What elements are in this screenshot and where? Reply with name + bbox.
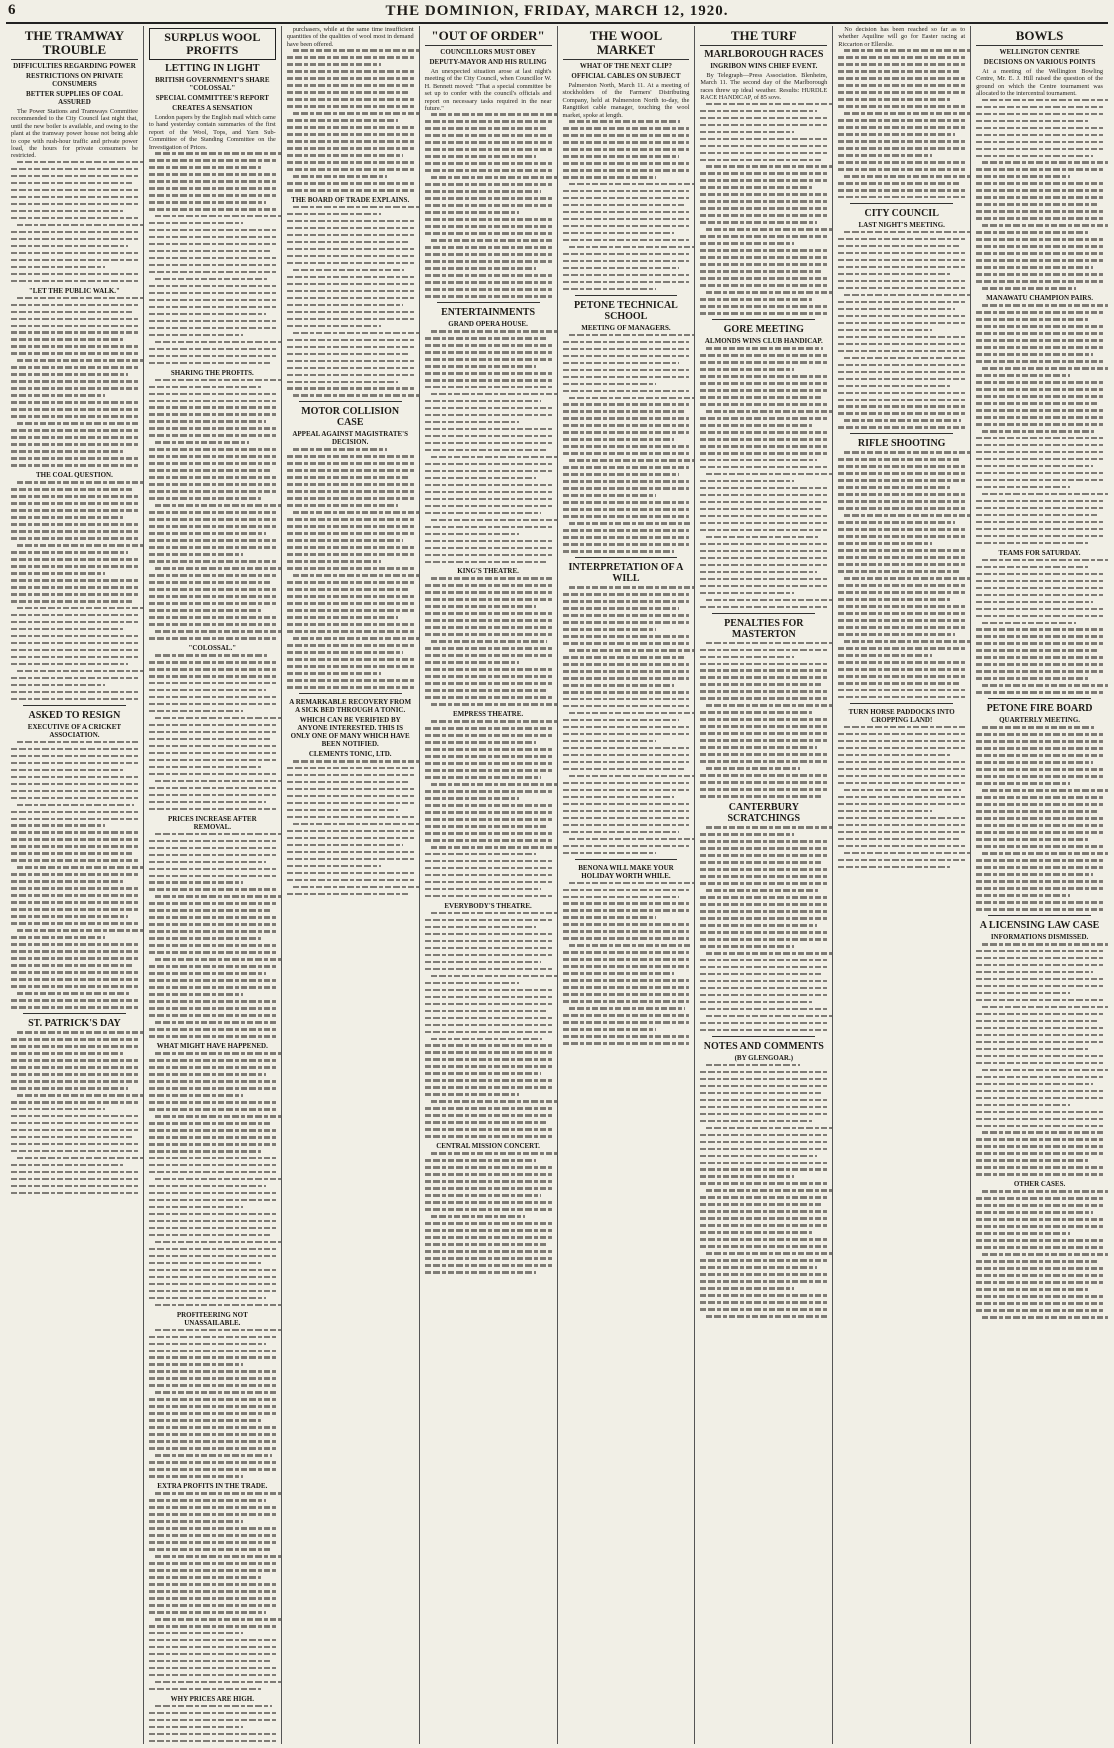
article-paragraph: London papers by the English mail which came to hand yesterday contain summaries of the first report of the Wool, Tops, and Yarn Sub-Committee of the Standing Committee on the Investigation of Prices.	[148, 114, 276, 151]
subhead: INGRIBON WINS CHIEF EVENT.	[710, 62, 818, 70]
article-body	[149, 654, 276, 810]
headline-motor-collision-case: MOTOR COLLISION CASE	[301, 406, 400, 429]
divider	[712, 1036, 815, 1037]
newspaper-title: THE DOMINION, FRIDAY, MARCH 12, 1920.	[385, 3, 729, 19]
article-body	[700, 347, 827, 608]
divider	[988, 915, 1091, 916]
section-subhead: MANAWATU CHAMPION PAIRS.	[986, 294, 1093, 303]
article-body	[976, 99, 1103, 290]
article-body	[976, 726, 1103, 910]
divider	[850, 203, 953, 204]
article-body	[11, 297, 138, 467]
article-body	[149, 833, 276, 1038]
section-subhead: "COLOSSAL."	[188, 643, 237, 652]
page-number: 6	[8, 2, 16, 18]
article-body	[976, 1190, 1103, 1318]
article-paragraph: An unexpected situation arose at last night's meeting of the City Council, when Councillor W. H. Bennett moved: "That a special committee be set up to confer with the council's officials and report on necessary tasks required in the near future."	[424, 68, 552, 113]
article-body	[425, 577, 552, 705]
article-paragraph: The Power Stations and Tramways Committee recommended to the City Council last night that, until the new boiler is available, and owing to the plant at the tramway power house not being able to cope with rush-hour traffic and private power load, the hours for private consumers be restricted.	[11, 108, 138, 160]
column-7	[833, 26, 971, 1744]
masthead	[6, 2, 1108, 24]
divider	[23, 1013, 126, 1014]
headline-petone-technical-school: PETONE TECHNICAL SCHOOL	[574, 299, 678, 322]
section-subhead: PRICES INCREASE AFTER REMOVAL.	[167, 814, 257, 831]
article-body	[425, 330, 552, 563]
article-body	[700, 1064, 827, 1318]
headline-licensing-law-case: A LICENSING LAW CASE	[979, 919, 1100, 931]
article-body	[149, 152, 276, 364]
article-body	[563, 120, 690, 290]
subhead: COUNCILLORS MUST OBEY	[440, 48, 536, 56]
subhead: OFFICIAL CABLES ON SUBJECT	[571, 72, 681, 80]
article-body	[11, 741, 138, 1009]
article-body	[563, 334, 690, 553]
article-body	[149, 379, 276, 640]
advert-heading: BENONA WILL MAKE YOUR HOLIDAY WORTH WHILE.	[578, 863, 674, 880]
article-paragraph: No decision has been reached so far as to whether Aquiline will go for Easter racing at Riccarton or Ellerslie.	[838, 26, 966, 48]
article-paragraph: purchasers, while at the same time insufficient quantities of the qualities of wool most in demand have been offered.	[286, 26, 414, 48]
article-body	[287, 49, 414, 191]
divider	[988, 698, 1091, 699]
section-subhead: CENTRAL MISSION CONCERT.	[436, 1142, 540, 1151]
article-body	[425, 113, 552, 297]
article-body	[287, 448, 414, 688]
section-subhead: TEAMS FOR SATURDAY.	[998, 548, 1081, 557]
column-4	[420, 26, 558, 1744]
headline-rifle-shooting: RIFLE SHOOTING	[857, 438, 946, 450]
subhead: BETTER SUPPLIES OF COAL ASSURED	[26, 90, 123, 106]
column-1	[6, 26, 144, 1744]
divider	[437, 302, 540, 303]
article-body	[11, 481, 138, 700]
headline-out-of-order: "OUT OF ORDER"	[425, 29, 552, 46]
headline-entertainments: ENTERTAINMENTS	[441, 307, 536, 319]
article-body	[838, 231, 965, 429]
divider	[575, 295, 678, 296]
headline-petone-fire-board: PETONE FIRE BOARD	[986, 703, 1093, 715]
divider	[575, 859, 678, 860]
section-subhead: EMPRESS THEATRE.	[452, 710, 524, 719]
article-body	[563, 882, 690, 1045]
divider	[712, 613, 815, 614]
headline-wool-market: THE WOOL MARKET	[563, 29, 690, 60]
article-body	[287, 760, 414, 895]
section-subhead: THE COAL QUESTION.	[36, 471, 113, 480]
article-body	[838, 726, 965, 868]
subhead: DECISIONS ON VARIOUS POINTS	[983, 58, 1096, 66]
byline: (BY GLENGOAR.)	[734, 1053, 794, 1062]
headline-penalties-for-masterton: PENALTIES FOR MASTERTON	[724, 617, 804, 640]
divider	[850, 433, 953, 434]
divider	[23, 705, 126, 706]
column-2	[144, 26, 282, 1744]
headline-letting-in-light: LETTING IN LIGHT	[165, 63, 260, 74]
headline-canterbury-scratchings: CANTERBURY SCRATCHINGS	[727, 802, 801, 825]
article-body	[149, 1052, 276, 1306]
section-subhead: EVERYBODY'S THEATRE.	[444, 901, 532, 910]
column-8	[971, 26, 1108, 1744]
divider	[299, 693, 402, 694]
article-paragraph: Palmerston North, March 11. At a meeting of stockholders of the Farmers' Distributing Company, held at Palmerston North to-day, the Rangitikei cable manager, touching the wool market, spoke at length.	[562, 82, 690, 119]
section-subhead: EXTRA PROFITS IN THE TRADE.	[157, 1482, 268, 1491]
subhead: INFORMATIONS DISMISSED.	[990, 932, 1089, 941]
headline-notes-and-comments: NOTES AND COMMENTS	[703, 1040, 824, 1052]
headline-marlborough-races: MARLBOROUGH RACES	[704, 49, 824, 60]
subhead: SPECIAL COMMITTEE'S REPORT	[155, 94, 269, 102]
section-subhead: WHY PRICES ARE HIGH.	[170, 1694, 254, 1703]
columns	[6, 26, 1108, 1744]
advert-heading: A REMARKABLE RECOVERY FROM A SICK BED THROUGH A TONIC.	[289, 697, 412, 714]
advert-subheading: CLEMENTS TONIC, LTD.	[308, 749, 392, 758]
headline-city-council: CITY COUNCIL	[864, 207, 939, 219]
subhead: DIFFICULTIES REGARDING POWER	[13, 62, 136, 70]
article-body	[700, 642, 827, 798]
subhead: EXECUTIVE OF A CRICKET ASSOCIATION.	[27, 722, 122, 739]
article-body	[700, 103, 827, 315]
column-5	[558, 26, 696, 1744]
article-body	[287, 206, 414, 397]
headline-asked-to-resign: ASKED TO RESIGN	[28, 709, 121, 721]
headline-st-patricks-day: ST. PATRICK'S DAY	[28, 1018, 121, 1030]
section-subhead: KING'S THEATRE.	[457, 567, 519, 576]
section-subhead: OTHER CASES.	[1013, 1180, 1066, 1189]
subhead: ALMONDS WINS CLUB HANDICAP.	[704, 337, 823, 346]
article-body	[976, 559, 1103, 694]
article-body	[149, 1705, 276, 1744]
article-paragraph: At a meeting of the Wellington Bowling Centre, Mr. E. J. Hill raised the question of the ground on which the Centre tournament was allocated to the intercentral tournament.	[976, 68, 1103, 98]
section-subhead: PROFITEERING NOT UNASSAILABLE.	[176, 1310, 248, 1327]
subhead: WHAT OF THE NEXT CLIP?	[579, 62, 673, 70]
subhead: DEPUTY-MAYOR AND HIS RULING	[429, 58, 547, 66]
article-body	[149, 1492, 276, 1690]
subhead: QUARTERLY MEETING.	[999, 716, 1081, 725]
advert-subheading: WHICH CAN BE VERIFIED BY ANYONE INTERESTED. THIS IS ONLY ONE OF MANY WHICH HAVE BEEN NOTIFIED.	[290, 715, 410, 748]
article-body	[425, 1152, 552, 1273]
headline-surplus-wool-profits: SURPLUS WOOL PROFITS	[149, 28, 276, 60]
divider	[712, 319, 815, 320]
subhead: TURN HORSE PADDOCKS INTO CROPPING LAND!	[848, 707, 955, 724]
article-body	[838, 451, 965, 698]
column-6	[695, 26, 833, 1744]
article-paragraph: By Telegraph—Press Association. Blenheim, March 11. The second day of the Marlborough races threw up ideal weather. Results: HURDLE RACE HANDICAP, of 85 sovs.	[700, 72, 828, 102]
article-body	[976, 943, 1103, 1176]
article-body	[700, 826, 827, 1031]
article-body	[838, 49, 965, 198]
section-subhead: SHARING THE PROFITS.	[170, 368, 254, 377]
article-body	[563, 586, 690, 854]
article-body	[11, 1031, 138, 1194]
subhead: RESTRICTIONS ON PRIVATE CONSUMERS	[25, 72, 123, 88]
subhead: APPEAL AGAINST MAGISTRATE'S DECISION.	[292, 430, 409, 447]
headline-interpretation-of-a-will: INTERPRETATION OF A WILL	[568, 562, 684, 585]
column-3	[282, 26, 420, 1744]
headline-bowls: BOWLS	[976, 29, 1103, 46]
divider	[575, 557, 678, 558]
subhead: BRITISH GOVERNMENT'S SHARE "COLOSSAL"	[155, 76, 270, 92]
section-subhead: THE BOARD OF TRADE EXPLAINS.	[291, 195, 410, 204]
article-body	[425, 912, 552, 1138]
divider	[299, 401, 402, 402]
subhead: WELLINGTON CENTRE	[999, 48, 1080, 56]
subhead: LAST NIGHT'S MEETING.	[858, 220, 945, 229]
divider	[850, 703, 953, 704]
article-body	[11, 161, 138, 282]
article-body	[425, 720, 552, 897]
section-subhead: "LET THE PUBLIC WALK."	[28, 286, 120, 295]
headline-the-turf: THE TURF	[700, 29, 827, 46]
headline-tramway-trouble: THE TRAMWAY TROUBLE	[11, 29, 138, 60]
article-body	[149, 1329, 276, 1478]
article-body	[976, 304, 1103, 544]
subhead: CREATES A SENSATION	[172, 104, 253, 112]
section-subhead: WHAT MIGHT HAVE HAPPENED.	[156, 1042, 268, 1051]
section-subhead: GRAND OPERA HOUSE.	[448, 320, 528, 329]
headline-gore-meeting: GORE MEETING	[723, 324, 804, 336]
subhead: MEETING OF MANAGERS.	[581, 323, 671, 332]
